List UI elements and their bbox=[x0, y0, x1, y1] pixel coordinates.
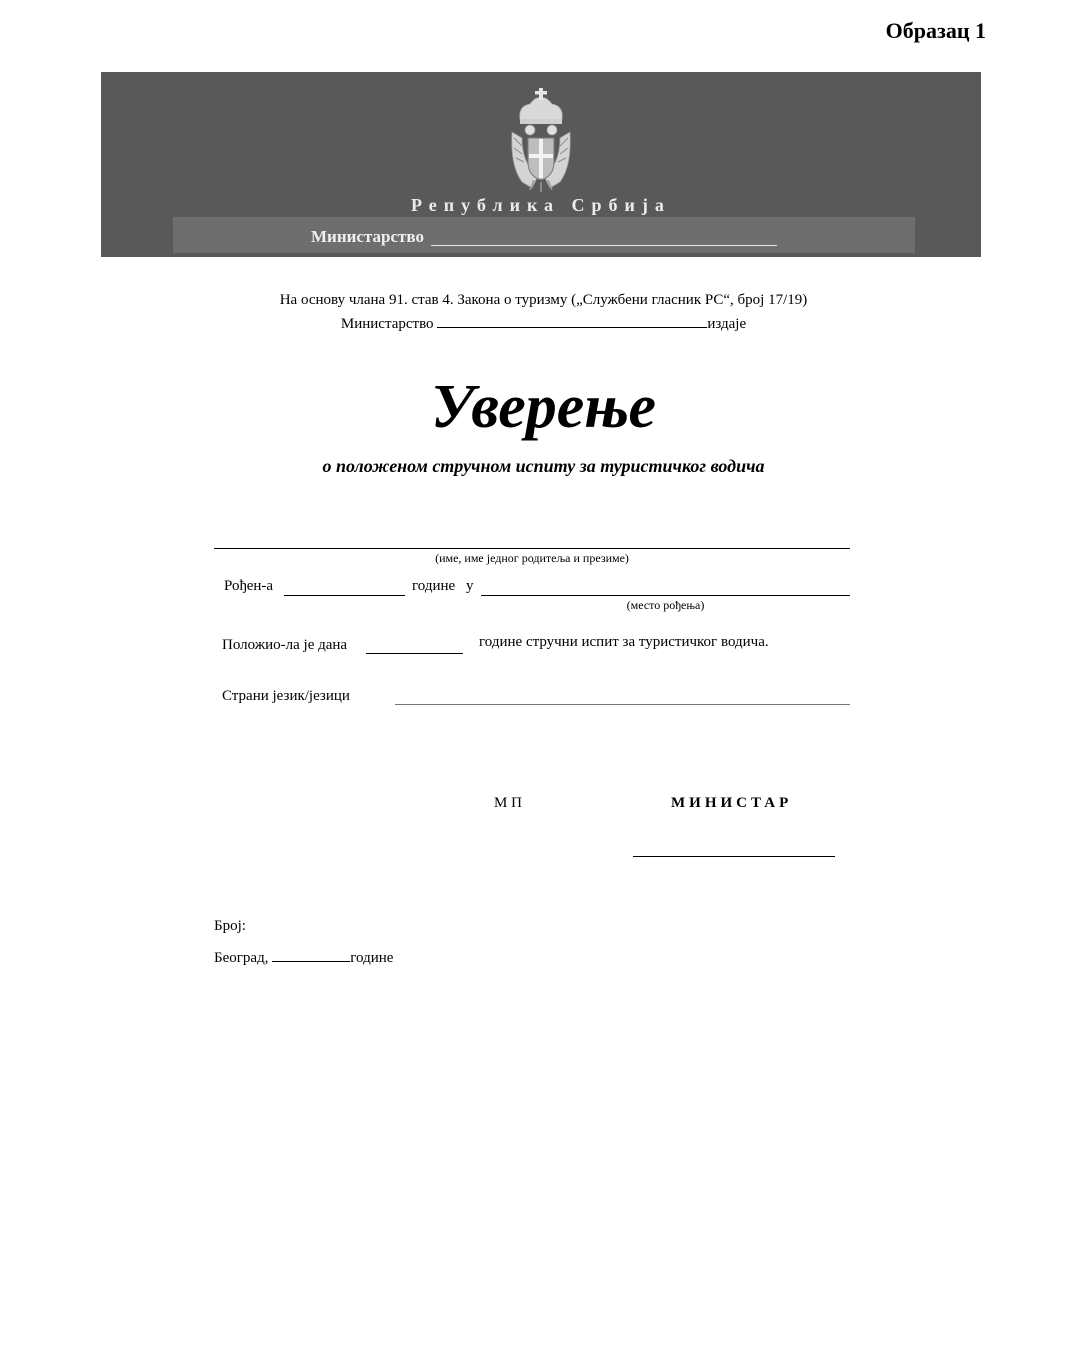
signature-line[interactable] bbox=[633, 856, 835, 857]
header-band bbox=[101, 72, 981, 257]
republic-name: Република Србија bbox=[411, 195, 671, 215]
ministry-name-line[interactable] bbox=[431, 245, 777, 246]
in-label: у bbox=[466, 578, 474, 594]
ministry-label: Министарство bbox=[311, 227, 424, 246]
birthplace-caption: (место рођења) bbox=[626, 598, 705, 612]
year-label: године bbox=[412, 578, 456, 594]
ministry-bar bbox=[173, 217, 915, 253]
place-date-row bbox=[214, 948, 393, 967]
issuing-ministry-line[interactable] bbox=[437, 312, 707, 328]
legal-basis-text: На основу члана 91. став 4. Закона о туризму („Службени гласник РС“, број 17/19) bbox=[279, 292, 808, 308]
languages-label: Страни језик/језици bbox=[222, 688, 350, 704]
name-caption: (име, име једног родитеља и презиме) bbox=[435, 551, 629, 565]
languages-line[interactable] bbox=[395, 704, 850, 705]
year-suffix: године bbox=[350, 950, 394, 966]
seal-placeholder: М П bbox=[494, 795, 522, 811]
coat-of-arms-icon bbox=[508, 86, 574, 194]
number-label: Број: bbox=[214, 918, 246, 934]
name-line[interactable] bbox=[214, 548, 850, 549]
form-number: Образац 1 bbox=[885, 18, 986, 43]
exam-date-line[interactable] bbox=[366, 653, 463, 654]
birth-year-line[interactable] bbox=[284, 595, 405, 596]
ministry-prefix: Министарство bbox=[340, 316, 434, 332]
passed-label: Положио-ла је дана bbox=[222, 637, 348, 653]
minister-title: МИНИСТАР bbox=[671, 795, 793, 811]
issuing-ministry-row bbox=[0, 312, 1087, 333]
birthplace-line[interactable] bbox=[481, 595, 850, 596]
born-label: Рођен-а bbox=[224, 578, 274, 594]
passed-rest-text: године стручни испит за туристичког водича. bbox=[479, 634, 769, 650]
document-subtitle: о положеном стручном испиту за туристичког водича bbox=[322, 456, 765, 476]
issues-text: издаје bbox=[707, 316, 747, 332]
issue-date-line[interactable] bbox=[272, 948, 350, 962]
document-title: Уверење bbox=[431, 373, 656, 441]
city-label: Београд, bbox=[214, 950, 269, 966]
